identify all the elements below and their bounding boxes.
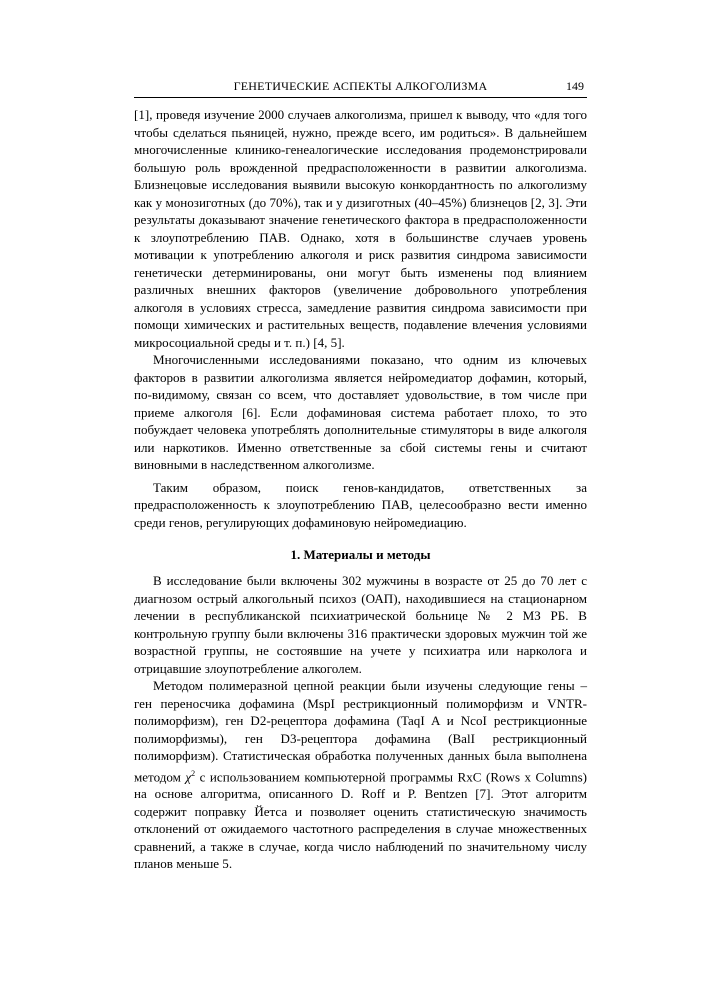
paragraph-2: Многочисленными исследованиями показано, что одним из ключевых факторов в развитии алкоголизма является нейромедиатор дофамин, который, по-видимому, связан со всем, что доставляет удовольствие, в том числе при приеме алкоголя [6]. Если дофаминовая система работает плохо, то это побуждает человека употреблять дополнительные стимуляторы в виде алкоголя или наркотиков. Именно ответственные за сбой системы гены и считают виновными в наследственном алкоголизме. xyxy=(134,352,587,472)
page-number: 149 xyxy=(566,79,584,93)
paragraph-5 xyxy=(134,677,587,873)
chi-symbol: χ xyxy=(185,768,192,784)
section-heading: 1. Материалы и методы xyxy=(290,547,431,562)
paragraph-5-part-a: Методом полимеразной цепной реакции были изучены следующие гены – ген переносчика дофамина (MspI рестрикционный полиморфизм и VNTR-полиморфизм), ген D2-рецептора дофамина (TaqI A и NcoI рестрикционные полиморфизмы), ген D3-рецептора дофамина (BalI рестрикционный полиморфизм). Статистическая обработка полученных данных была выполнена методом xyxy=(134,678,587,784)
running-header xyxy=(134,79,587,98)
paragraph-3: Таким образом, поиск генов-кандидатов, ответственных за предрасположенность к злоупотреблению ПАВ, целесообразно вести именно среди генов, регулирующих дофаминовую нейромедиацию. xyxy=(134,479,587,530)
paragraph-4: В исследование были включены 302 мужчины в возрасте от 25 до 70 лет с диагнозом острый алкогольный психоз (ОАП), находившиеся на стационарном лечении в республиканской психиатрической больнице № 2 МЗ РБ. В контрольную группу были включены 316 практически здоровых мужчин той же возрастной группы, не состоявшие на учете у психиатра или нарколога и отрицавшие злоупотребление алкоголем. xyxy=(134,573,587,676)
chi-superscript: 2 xyxy=(191,768,196,778)
body-text xyxy=(134,106,587,873)
running-title: ГЕНЕТИЧЕСКИЕ АСПЕКТЫ АЛКОГОЛИЗМА xyxy=(233,79,488,93)
paragraph-5-part-b: с использованием компьютерной программы RxC (Rows x Columns) на основе алгоритма, описанного D. Roff и P. Bentzen [7]. Этот алгоритм содержит поправку Йетса и позволяет оценить статистическую значимость отклонений от ожидаемого частотного распределения в случае множественных сравнений, а также в случае, когда число наблюдений по значительному числу планов меньше 5. xyxy=(134,768,588,872)
paragraph-1: [1], проведя изучение 2000 случаев алкоголизма, пришел к выводу, что «для того чтобы сделаться пьяницей, нужно, прежде всего, им родиться». В дальнейшем многочисленные клинико-генеалогические исследования продемонстрировали большую роль врожденной предрасположенности в развитии алкоголизма. Близнецовые исследования выявили высокую конкордантность по алкоголизму как у монозиготных (до 70%), так и у дизиготных (40–45%) близнецов [2, 3]. Эти результаты доказывают значение генетического фактора в предрасположенности к злоупотреблению ПАВ. Однако, хотя в большинстве случаев уровень мотивации к употреблению алкоголя и риск развития синдрома зависимости генетически детерминированы, они могут быть изменены под влиянием различных внешних факторов (увеличение добровольного употребления алкоголя в условиях стресса, замедление развития синдрома зависимости при помощи химических и растительных веществ, подавление влечения условиями микросоциальной среды и т. п.) [4, 5]. xyxy=(134,107,587,350)
